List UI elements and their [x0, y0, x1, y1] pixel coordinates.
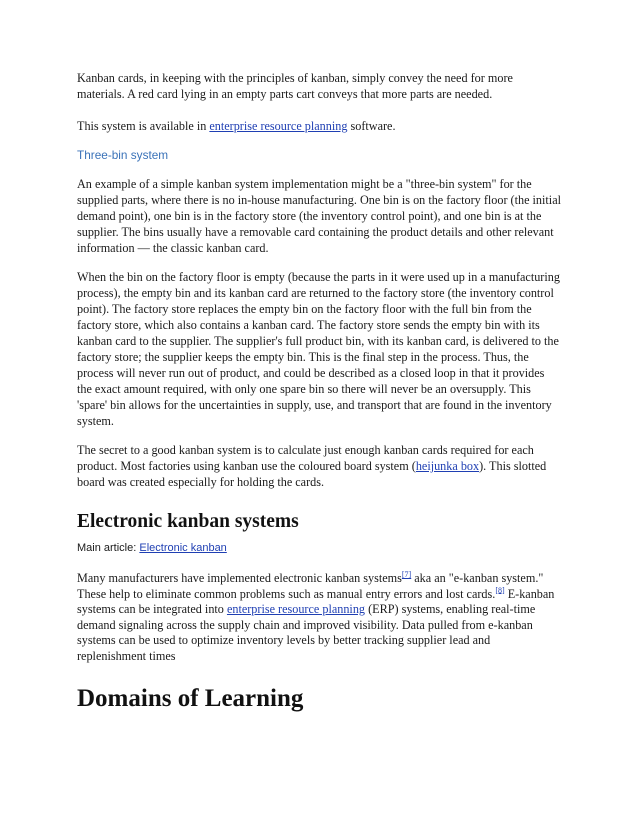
link-electronic-kanban[interactable]: Electronic kanban — [139, 542, 227, 554]
paragraph-text: ). This slotted board was created especially for holding the cards. — [77, 459, 547, 489]
paragraph-kanban-cards: Kanban cards, in keeping with the principles of kanban, simply convey the need for more materials. A red card lying in an empty parts cart conveys that more parts are needed. — [77, 71, 513, 101]
paragraph-three-bin-example: An example of a simple kanban system implementation might be a "three-bin system" for the supplied parts, where there is no in-house manufacturing. One bin is on the factory floor (the initial demand point), one bin is in the factory store (the inventory control point), and one bin is at the supplier. The bins usually have a removable card containing the product details and other relevant information — the classic kanban card. — [77, 177, 561, 255]
paragraph-text: The secret to a good kanban system is to calculate just enough kanban cards required for each product. Most factories using kanban use the coloured board system ( — [77, 443, 534, 473]
paragraph-text: Many manufacturers have implemented electronic kanban systems — [77, 571, 402, 585]
paragraph-text: (ERP) systems, enabling real-time demand signaling across the supply chain and improved visibility. Data pulled from e-kanban systems can be used to optimize inventory levels by better tracking supplier lead and replenishment times — [77, 602, 536, 663]
paragraph-erp-availability — [77, 118, 562, 134]
paragraph-text: E-kanban systems can be integrated into — [77, 586, 555, 616]
reference-7[interactable]: [7] — [401, 569, 412, 579]
heading-electronic-kanban-systems: Electronic kanban systems — [77, 511, 299, 532]
heading-domains-of-learning: Domains of Learning — [77, 685, 304, 712]
link-heijunka-box[interactable]: heijunka box — [415, 459, 480, 473]
subheading-three-bin-system: Three-bin system — [77, 148, 169, 162]
link-enterprise-resource-planning[interactable]: enterprise resource planning — [209, 119, 348, 133]
link-enterprise-resource-planning-2[interactable]: enterprise resource planning — [226, 602, 366, 616]
paragraph-text: software. — [347, 119, 396, 133]
document-page — [77, 70, 562, 714]
main-article-label: Main article: — [77, 542, 140, 554]
reference-8[interactable]: [8] — [495, 585, 505, 595]
paragraph-secret-kanban — [77, 442, 562, 490]
paragraph-bin-process: When the bin on the factory floor is empty (because the parts in it were used up in a manufacturing process), the empty bin and its kanban card are returned to the factory store (the inventory control point). The factory store replaces the empty bin on the factory floor with the full bin from the factory store, which also contains a kanban card. The factory store sends the empty bin with its kanban card to the supplier. The supplier's full product bin, with its kanban card, is delivered to the factory store; the supplier keeps the empty bin. This is the final step in the process. Thus, the process will never run out of product, and could be described as a closed loop in that it provides the exact amount required, with only one spare bin so there will never be an oversupply. This 'spare' bin allows for the uncertainties in supply, use, and transport that are found in the inventory system. — [77, 270, 560, 428]
paragraph-text: aka an "e-kanban system." These help to eliminate common problems such as manual entry errors and lost cards. — [77, 571, 544, 601]
paragraph-electronic-kanban — [77, 571, 562, 664]
main-article-note — [77, 541, 562, 556]
paragraph-text: This system is available in — [77, 119, 210, 133]
